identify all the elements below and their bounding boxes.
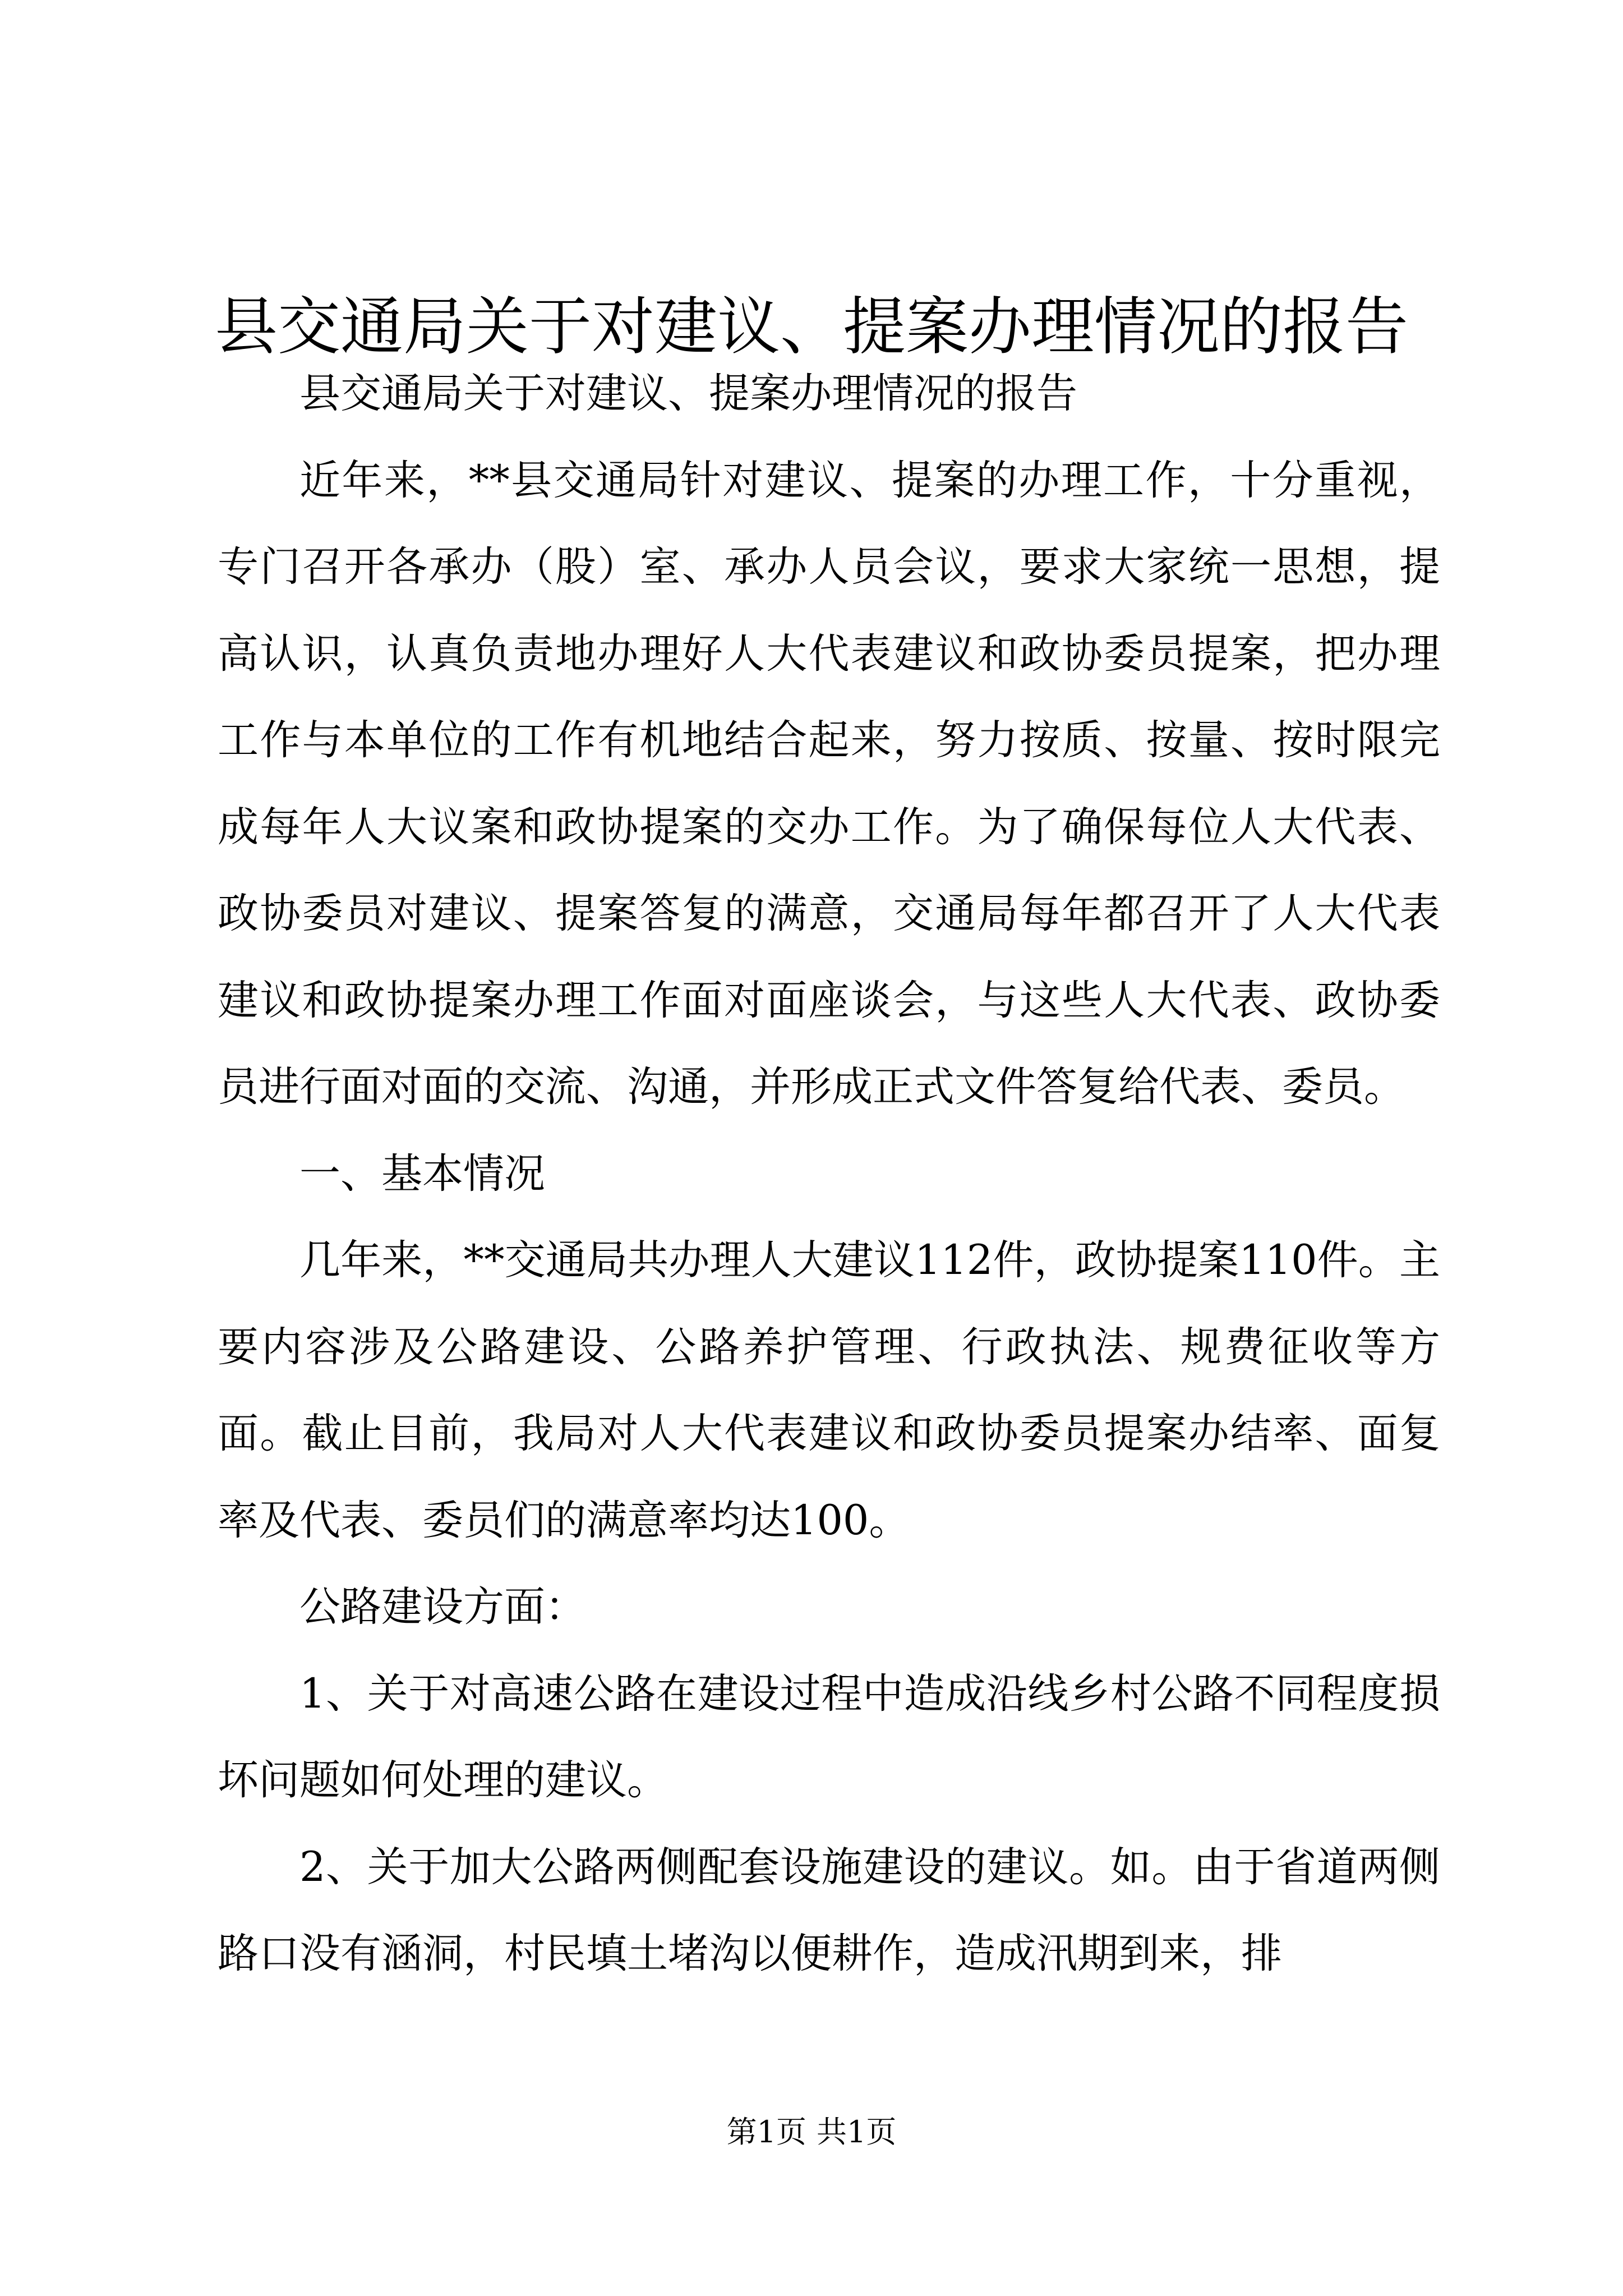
section-heading-basic-situation: 一、基本情况 — [299, 1149, 545, 1198]
list-item-2: 2、关于加大公路两侧配套设施建设的建议。如。由于省道两侧路口没有涵洞，村民填土堵沟以便耕作，造成汛期到来，排 — [218, 1843, 1440, 1977]
paragraph-subtitle: 县交通局关于对建议、提案办理情况的报告 — [299, 370, 1077, 417]
page-footer — [0, 2113, 1623, 2152]
page-number: 第1页 — [726, 2114, 806, 2150]
paragraph-intro: 近年来，**县交通局针对建议、提案的办理工作，十分重视，专门召开各承办（股）室、承办人员会议，要求大家统一思想，提高认识，认真负责地办理好人大代表建议和政协委员提案，把办理工作与本单位的工作有机地结合起来，努力按质、按量、按时限完成每年人大议案和政协提案的交办工作。为了确保每位人大代表、政协委员对建议、提案答复的满意，交通局每年都召开了人大代表建议和政协提案办理工作面对面座谈会，与这些人大代表、政协委员进行面对面的交流、沟通，并形成正式文件答复给代表、委员。 — [218, 456, 1440, 1111]
document-title: 县交通局关于对建议、提案办理情况的报告 — [215, 291, 1408, 364]
list-item-1: 1、关于对高速公路在建设过程中造成沿线乡村公路不同程度损坏问题如何处理的建议。 — [218, 1669, 1440, 1804]
document-body — [218, 351, 1440, 1998]
paragraph-basic-situation: 几年来，**交通局共办理人大建议112件，政协提案110件。主要内容涉及公路建设、公路养护管理、行政执法、规费征收等方面。截止目前，我局对人大代表建议和政协委员提案办结率、面复率及代表、委员们的满意率均达100。 — [218, 1236, 1440, 1544]
page-total: 共1页 — [817, 2114, 897, 2150]
subheading-road-construction: 公路建设方面： — [299, 1583, 586, 1631]
